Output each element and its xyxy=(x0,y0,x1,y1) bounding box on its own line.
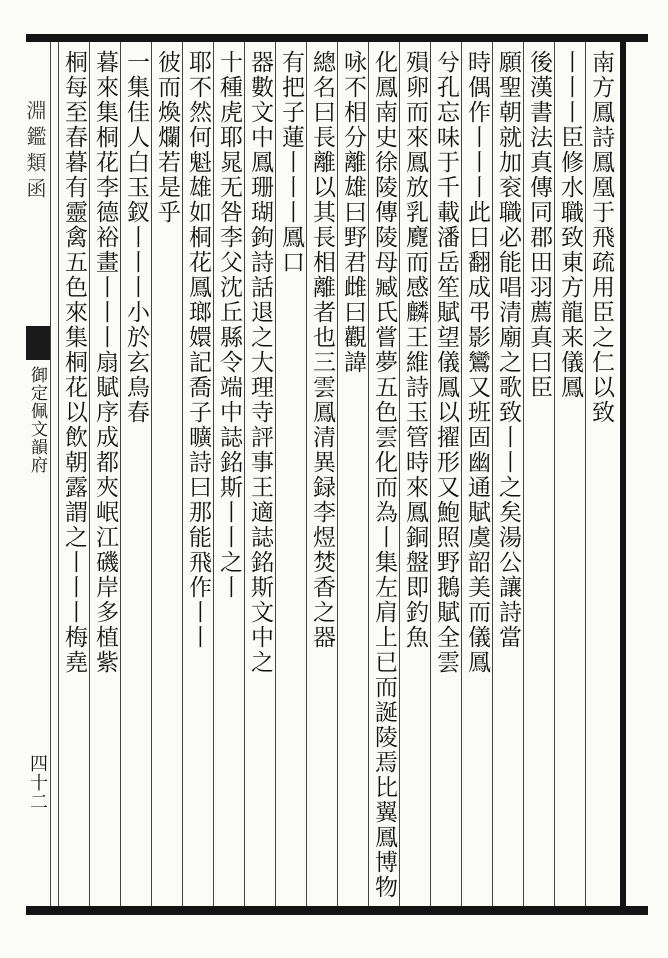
column-rule xyxy=(368,42,369,906)
column-rule xyxy=(337,42,338,906)
column-rule xyxy=(461,42,462,906)
text-column: 彼而煥爛若是乎 xyxy=(154,50,180,225)
text-column: 一集佳人白玉釵丨丨丨小於玄鳥春 xyxy=(123,50,149,425)
page-number: 四十二 xyxy=(27,754,48,811)
column-rule xyxy=(523,42,524,906)
column-rule xyxy=(399,42,400,906)
column-rule xyxy=(58,42,59,906)
column-rule xyxy=(430,42,431,906)
text-column: 丨丨丨臣修水職致東方龍来儀鳳 xyxy=(557,50,583,400)
text-column: 後漢書法真傳同郡田羽薦真曰臣 xyxy=(526,50,552,400)
text-column: 耶不然何魁雄如桐花鳳瑯嬛記喬子曠詩曰那能飛作丨丨 xyxy=(185,50,211,650)
column-rule xyxy=(182,42,183,906)
column-rule xyxy=(213,42,214,906)
column-rule xyxy=(151,42,152,906)
column-rule xyxy=(306,42,307,906)
column-rule xyxy=(554,42,555,906)
text-column: 南方鳳詩鳳凰于飛疏用臣之仁以致 xyxy=(588,50,614,425)
text-column: 咏不相分離雄曰野君雌曰觀諱 xyxy=(340,50,366,375)
column-rule xyxy=(89,42,90,906)
frame-bottom-border xyxy=(26,906,648,915)
text-column: 器數文中鳳珊瑚鉤詩話退之大理寺評事王適誌銘斯文中之 xyxy=(247,50,273,675)
page-margin xyxy=(23,42,51,906)
text-column: 暮來集桐花李德裕畫丨丨丨扇賦序成都夾岷江磯岸多植紫 xyxy=(92,50,118,675)
column-rule xyxy=(275,42,276,906)
text-column: 化鳳南史徐陵傳陵母臧氏嘗夢五色雲化而為丨集左肩上已而誕陵焉比翼鳳博物 xyxy=(371,50,397,900)
text-column: 願聖朝就加衮職必能唱清廟之歌致丨丨之矣湯公讓詩當 xyxy=(495,50,521,650)
text-column: 桐每至春暮有靈禽五色來集桐花以飲朝露謂之丨丨丨梅堯 xyxy=(61,50,87,675)
text-column: 總名曰長離以其長相離者也三雲鳳清異録李煜焚香之器 xyxy=(309,50,335,650)
text-column: 有把子蓮丨丨丨鳳口 xyxy=(278,50,304,275)
column-rule xyxy=(244,42,245,906)
margin-fishtail-mark xyxy=(26,326,50,360)
text-column: 兮孔忘味于千載潘岳笙賦望儀鳳以擢形又鮑照野鵝賦全雲 xyxy=(433,50,459,675)
frame-right-border xyxy=(620,34,626,915)
text-column: 時偶作丨丨丨此日翻成弔影鸞又班固幽通賦虞韶美而儀鳳 xyxy=(464,50,490,675)
text-column: 十種虎耶晁无咎李父沈丘縣令端中誌銘斯丨丨之丨 xyxy=(216,50,242,600)
margin-book-title: 淵鑑類函 xyxy=(23,100,47,204)
column-rule xyxy=(492,42,493,906)
frame-top-border xyxy=(26,34,648,42)
margin-edition-label: 御定佩文韻府 xyxy=(27,366,47,474)
column-rule xyxy=(120,42,121,906)
text-column: 殞卵而來鳳放乳麑而感麟王維詩玉管時來鳳銅盤即釣魚 xyxy=(402,50,428,650)
column-rule xyxy=(585,42,586,906)
